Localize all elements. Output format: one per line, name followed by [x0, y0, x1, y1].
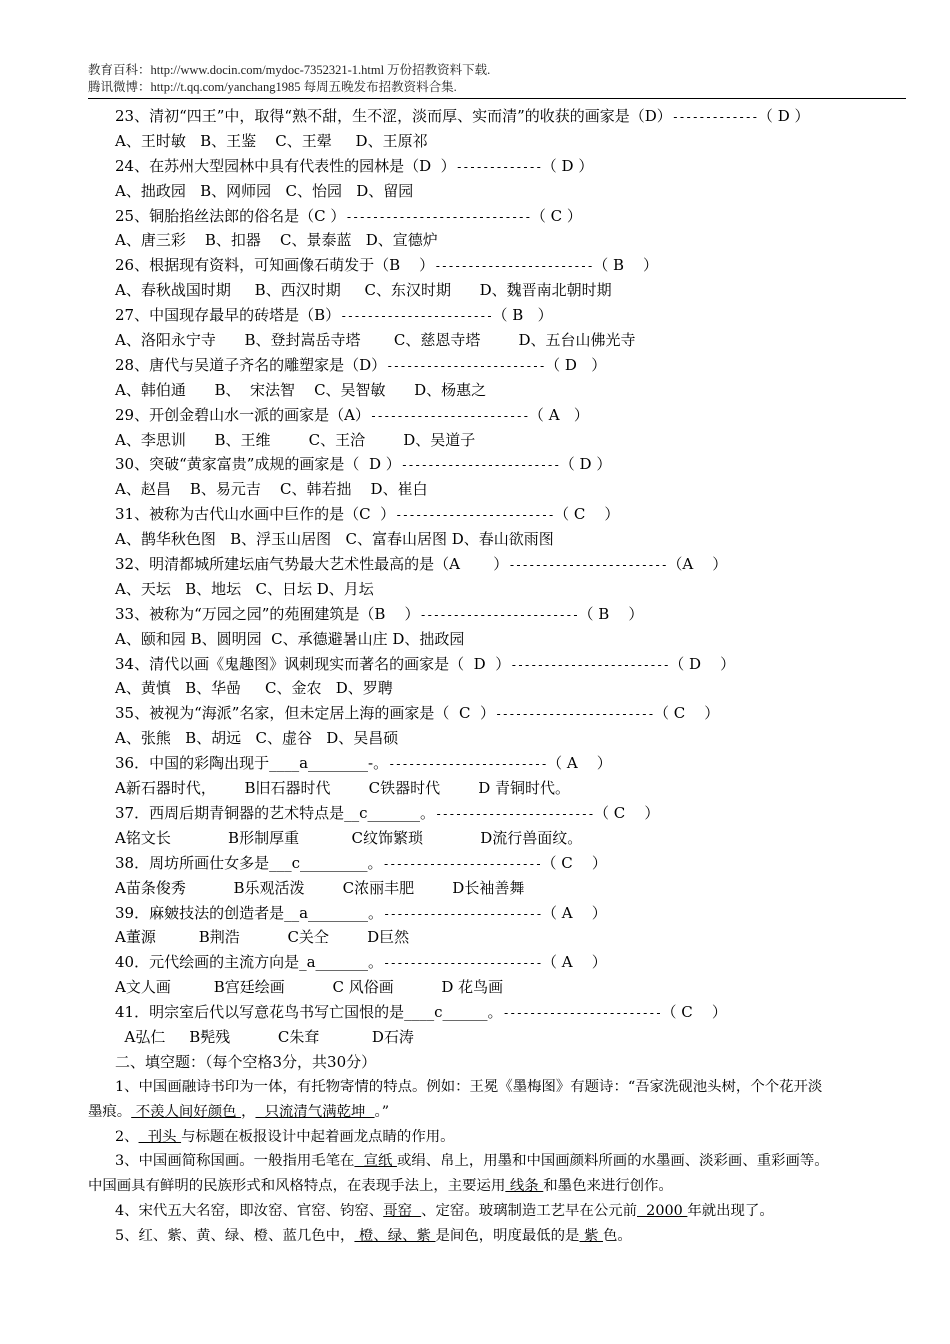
- question-text: 35、被视为“海派”名家，但未定居上海的画家是（ C ）: [115, 704, 495, 723]
- blank-answer: 2000: [637, 1203, 688, 1220]
- options-line: [88, 975, 913, 1000]
- answer-key: （ C ）: [653, 704, 720, 723]
- answer-key: （ C ）: [541, 853, 607, 872]
- blank-answer: 哥窑: [383, 1203, 422, 1220]
- answer-key: （A ）: [667, 555, 728, 574]
- item5-text: 是间色，明度最低的是: [435, 1228, 580, 1245]
- question-line: [88, 701, 913, 726]
- question-text: 24、在苏州大型园林中具有代表性的园林是（D ）: [115, 156, 456, 175]
- question-line: [88, 403, 913, 428]
- dash-leader: ------------------------: [510, 657, 670, 672]
- document-body: [88, 104, 913, 1249]
- answer-key: （ C ）: [554, 505, 620, 524]
- header-line-1: 教育百科：http://www.docin.com/mydoc-7352321-1.html 万份招教资料下载.: [88, 63, 491, 77]
- answer-key: （ B ）: [593, 256, 659, 275]
- options-line: [88, 428, 913, 453]
- options-line: [88, 378, 913, 403]
- dash-leader: ----------------------------: [345, 209, 531, 224]
- question-line: [88, 552, 913, 577]
- dash-leader: ------------------------: [383, 956, 543, 971]
- blank-answer: 刊头: [138, 1128, 182, 1145]
- fill-blank-line: [88, 1174, 913, 1199]
- question-text: 34、清代以画《鬼趣图》讽刺现实而著名的画家是（ D ）: [115, 654, 511, 673]
- punct: ，: [241, 1103, 256, 1120]
- question-line: [88, 303, 913, 328]
- dash-leader: ------------------------: [434, 259, 594, 274]
- item1-text: 1、中国画融诗书印为一体，有托物寄情的特点。例如：王冕《墨梅图》有题诗：“吾家洗砚池头树，个个花开淡: [115, 1078, 823, 1095]
- options-line: [88, 577, 913, 602]
- options-line: [88, 776, 913, 801]
- answer-options: A文人画 B宫廷绘画 C 风俗画 D 花鸟画: [115, 978, 504, 997]
- options-line: [88, 129, 913, 154]
- options-line: [88, 278, 913, 303]
- question-text: 38．周坊所画仕女多是___c_________。: [115, 853, 383, 872]
- question-line: [88, 502, 913, 527]
- dash-leader: ------------------------: [395, 508, 555, 523]
- answer-key: （ D ）: [669, 654, 736, 673]
- header-line-2: 腾讯微博：http://t.qq.com/yanchang1985 每周五晚发布招教资料合集.: [88, 80, 457, 94]
- dash-leader: ------------------------: [382, 856, 542, 871]
- question-line: [88, 950, 913, 975]
- fill-blank-line: [88, 1149, 913, 1174]
- question-line: [88, 751, 913, 776]
- options-line: [88, 925, 913, 950]
- fill-blank-line: [88, 1199, 913, 1224]
- question-text: 36．中国的彩陶出现于____a________-。: [115, 754, 389, 773]
- punct: 。”: [374, 1103, 390, 1120]
- answer-key: （ A ）: [528, 405, 589, 424]
- options-line: [88, 826, 913, 851]
- options-line: [88, 1025, 913, 1050]
- blank-answer: 紫: [579, 1228, 603, 1245]
- answer-options: A弘仁 B髡残 C朱耷 D石涛: [115, 1027, 414, 1046]
- question-text: 27、中国现存最早的砖塔是（B）: [115, 306, 341, 325]
- answer-options: A、李思训 B、王维 C、王洽 D、吴道子: [115, 430, 476, 449]
- answer-options: A苗条俊秀 B乐观活泼 C浓丽丰肥 D长袖善舞: [115, 878, 525, 897]
- blank-answer: 线条: [505, 1178, 544, 1195]
- fill-blank-line: [88, 1125, 913, 1150]
- question-line: [88, 204, 913, 229]
- question-text: 28、唐代与吴道子齐名的雕塑家是（D）: [115, 355, 387, 374]
- options-line: [88, 876, 913, 901]
- question-line: [88, 801, 913, 826]
- item2-text: 与标题在板报设计中起着画龙点睛的作用。: [181, 1128, 455, 1145]
- item5-text-end: 色。: [603, 1228, 632, 1245]
- options-line: [88, 627, 913, 652]
- blank-answer: 橙、绿、紫: [354, 1228, 436, 1245]
- answer-key: （ A ）: [542, 903, 607, 922]
- answer-key: （ D ）: [541, 156, 594, 175]
- dash-leader: ------------------------: [419, 607, 579, 622]
- options-line: [88, 228, 913, 253]
- answer-options: A、韩伯通 B、 宋法智 C、吴智敏 D、杨惠之: [115, 380, 487, 399]
- question-text: 25、铜胎掐丝法郎的俗名是（C ）: [115, 206, 346, 225]
- blank-answer: 不羡人间好颜色: [131, 1103, 242, 1120]
- dash-leader: ------------------------: [383, 906, 543, 921]
- answer-options: A、唐三彩 B、扣器 C、景泰蓝 D、宣德炉: [115, 231, 438, 250]
- question-text: 39．麻皴技法的创造者是__a________。: [115, 903, 384, 922]
- answer-key: （ B ）: [492, 306, 553, 325]
- item4-text: 、定窑。玻璃制造工艺早在公元前: [421, 1203, 638, 1220]
- answer-key: （ C ）: [661, 1003, 727, 1022]
- question-line: [88, 452, 913, 477]
- answer-key: （ A ）: [542, 953, 607, 972]
- answer-options: A、张熊 B、胡远 C、虚谷 D、吴昌硕: [115, 729, 399, 748]
- answer-key: （ C ）: [594, 803, 660, 822]
- fill-blank-line: [88, 1050, 913, 1075]
- answer-options: A、王时敏 B、王鉴 C、王翚 D、王原祁: [115, 131, 428, 150]
- question-line: [88, 154, 913, 179]
- question-line: [88, 353, 913, 378]
- answer-options: A、黄慎 B、华喦 C、金农 D、罗聘: [115, 679, 393, 698]
- question-text: 30、突破“黄家富贵”成规的画家是（ D ）: [115, 455, 401, 474]
- question-text: 29、开创金碧山水一派的画家是（A）: [115, 405, 370, 424]
- options-line: [88, 726, 913, 751]
- options-line: [88, 676, 913, 701]
- dash-leader: ------------------------: [494, 707, 654, 722]
- answer-options: A、春秋战国时期 B、西汉时期 C、东汉时期 D、魏晋南北朝时期: [115, 281, 612, 300]
- fill-blank-line: [88, 1075, 913, 1100]
- dash-leader: -----------------------: [340, 309, 493, 324]
- fill-blank-line: [88, 1224, 913, 1249]
- dash-leader: ------------------------: [386, 358, 546, 373]
- question-text: 40．元代绘画的主流方向是_a_______。: [115, 953, 384, 972]
- dash-leader: ------------------------: [435, 806, 594, 821]
- item3-text: 3、中国画简称国画。一般指用毛笔在: [115, 1153, 355, 1170]
- question-text: 23、清初“四王”中，取得“熟不甜，生不涩，淡而厚、实而清”的收获的画家是（D）: [115, 107, 672, 125]
- section-title: 二、填空题：（每个空格3分，共30分）: [115, 1052, 377, 1071]
- blank-answer: 只流清气满乾坤: [255, 1103, 375, 1120]
- item2-num: 2、: [115, 1128, 139, 1145]
- item1-text-cont: 墨痕。: [88, 1103, 132, 1120]
- question-line: [88, 652, 913, 677]
- answer-options: A、颐和园 B、圆明园 C、承德避暑山庄 D、拙政园: [115, 629, 465, 648]
- answer-options: A、拙政园 B、网师园 C、怡园 D、留园: [115, 181, 414, 200]
- item3-text-end: 和墨色来进行创作。: [543, 1178, 673, 1195]
- answer-options: A、赵昌 B、易元吉 C、韩若拙 D、崔白: [115, 480, 428, 499]
- question-line: [88, 253, 913, 278]
- question-text: 31、被称为古代山水画中巨作的是（C ）: [115, 505, 396, 524]
- dash-leader: -------------: [455, 159, 542, 174]
- options-line: [88, 527, 913, 552]
- answer-options: A董源 B荆浩 C关仝 D巨然: [115, 928, 410, 947]
- dash-leader: ------------------------: [400, 458, 560, 473]
- answer-options: A新石器时代， B旧石器时代 C铁器时代 D 青铜时代。: [115, 779, 571, 798]
- answer-options: A、鹊华秋色图 B、浮玉山居图 C、富春山居图 D、春山欲雨图: [115, 530, 554, 549]
- answer-key: （ D ）: [545, 355, 607, 374]
- question-line: [88, 602, 913, 627]
- question-line: [88, 851, 913, 876]
- question-line: [88, 1000, 913, 1025]
- question-text: 33、被称为“万园之园”的苑囿建筑是（B ）: [115, 604, 420, 623]
- answer-options: A、天坛 B、地坛 C、日坛 D、月坛: [115, 579, 374, 598]
- question-text: 32、明清都城所建坛庙气势最大艺术性最高的是（A ）: [115, 555, 509, 574]
- dash-leader: ------------------------: [508, 558, 668, 573]
- question-text: 26、根据现有资料，可知画像石萌发于（B ）: [115, 256, 435, 275]
- answer-options: A铭文长 B形制厚重 C纹饰繁琐 D流行兽面纹。: [115, 828, 583, 847]
- question-line: [88, 104, 913, 129]
- dash-leader: ------------------------: [369, 408, 529, 423]
- options-line: [88, 328, 913, 353]
- dash-leader: ------------------------: [388, 757, 548, 772]
- answer-key: （ B ）: [578, 604, 644, 623]
- options-line: [88, 179, 913, 204]
- item3-text: 或绢、帛上，用墨和中国画颜料所画的水墨画、淡彩画、重彩画等。: [396, 1153, 829, 1170]
- dash-leader: -------------: [671, 110, 758, 124]
- question-line: [88, 901, 913, 926]
- answer-key: （ A ）: [547, 754, 612, 773]
- item3-text-cont: 中国画具有鲜明的民族形式和风格特点，在表现手法上，主要运用: [88, 1178, 506, 1195]
- answer-key: （ C ）: [530, 206, 582, 225]
- answer-key: （ D ）: [559, 455, 612, 474]
- options-line: [88, 477, 913, 502]
- page-header: [88, 62, 906, 99]
- question-text: 41．明宗室后代以写意花鸟书写亡国恨的是____c______。: [115, 1003, 503, 1022]
- item5-text: 5、红、紫、黄、绿、橙、蓝几色中，: [115, 1228, 355, 1245]
- item4-text-end: 年就出现了。: [687, 1203, 774, 1220]
- item4-text: 4、宋代五大名窑，即汝窑、官窑、钧窑、: [115, 1203, 384, 1220]
- answer-key: （ D ）: [757, 107, 810, 125]
- fill-blank-line: [88, 1100, 913, 1125]
- dash-leader: ------------------------: [502, 1006, 662, 1021]
- answer-options: A、洛阳永宁寺 B、登封嵩岳寺塔 C、慈恩寺塔 D、五台山佛光寺: [115, 331, 636, 350]
- blank-answer: 宣纸: [354, 1153, 397, 1170]
- question-text: 37．西周后期青铜器的艺术特点是__c_______。: [115, 803, 435, 822]
